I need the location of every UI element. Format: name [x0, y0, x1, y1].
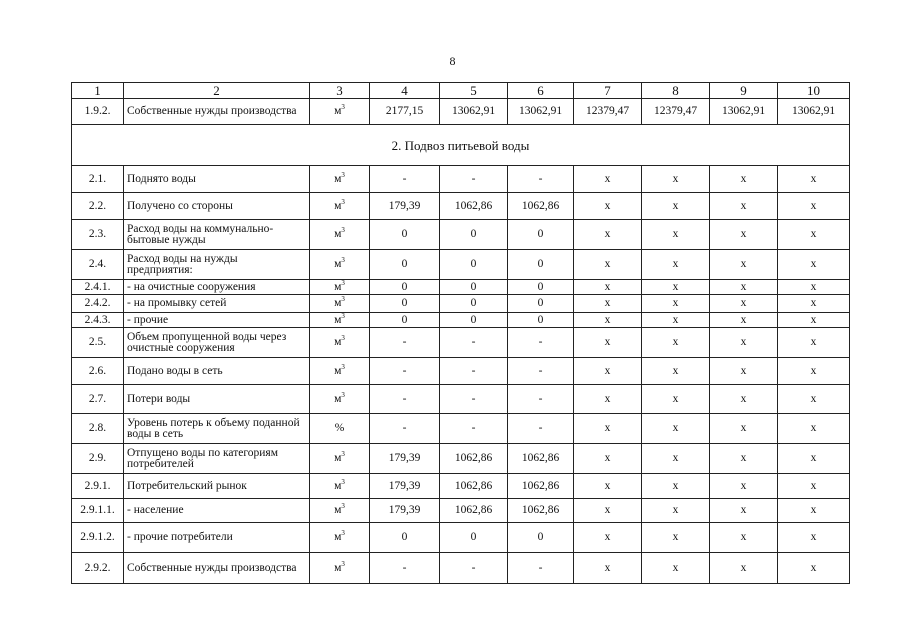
value-cell: - — [370, 414, 440, 444]
table-row — [72, 499, 850, 523]
value-cell: x — [574, 499, 642, 523]
value-cell: x — [710, 385, 778, 414]
table-row — [72, 414, 850, 444]
value-cell: x — [574, 280, 642, 295]
unit-text: м — [334, 392, 342, 405]
page-number: 8 — [449, 54, 456, 68]
value-cell: x — [710, 414, 778, 444]
value-cell: x — [710, 220, 778, 250]
unit-text: м — [334, 452, 342, 464]
unit-cell — [310, 295, 370, 313]
unit-text: м — [334, 280, 342, 293]
value-cell: 0 — [440, 280, 508, 295]
unit-cell — [310, 166, 370, 193]
table-row — [72, 385, 850, 414]
unit-superscript: 3 — [341, 362, 345, 371]
value-cell: x — [574, 444, 642, 474]
row-number-cell: 2.4.3. — [72, 313, 124, 328]
value-cell: x — [778, 220, 850, 250]
unit-cell — [310, 523, 370, 553]
unit-superscript: 3 — [341, 295, 345, 304]
unit-text: м — [334, 199, 342, 212]
unit-superscript: 3 — [341, 312, 345, 320]
unit-text: м — [334, 336, 342, 348]
value-cell: x — [710, 474, 778, 499]
row-name-cell: - население — [124, 499, 310, 523]
row-name-cell: Объем пропущенной воды через очистные сооружения — [124, 328, 310, 358]
unit-text: м — [334, 479, 342, 492]
value-cell: 12379,47 — [574, 99, 642, 125]
value-cell: x — [574, 193, 642, 220]
value-cell: x — [710, 250, 778, 280]
value-cell: x — [778, 385, 850, 414]
unit-cell — [310, 474, 370, 499]
table-row — [72, 328, 850, 358]
row-number-cell: 1.9.2. — [72, 99, 124, 125]
unit-text: м — [334, 313, 342, 326]
value-cell: 0 — [440, 295, 508, 313]
value-cell: - — [440, 553, 508, 584]
value-cell: x — [574, 553, 642, 584]
unit-cell — [310, 250, 370, 280]
value-cell: x — [642, 193, 710, 220]
value-cell: x — [778, 280, 850, 295]
header-row — [72, 83, 850, 99]
value-cell: x — [642, 444, 710, 474]
value-cell: 12379,47 — [642, 99, 710, 125]
row-name-cell: - на промывку сетей — [124, 295, 310, 313]
unit-superscript: 3 — [341, 334, 345, 343]
unit-cell — [310, 444, 370, 474]
table-row — [72, 358, 850, 385]
table-row — [72, 313, 850, 328]
value-cell: x — [710, 358, 778, 385]
value-cell: - — [370, 328, 440, 358]
value-cell: x — [778, 166, 850, 193]
value-cell: - — [440, 166, 508, 193]
value-cell: x — [710, 295, 778, 313]
unit-cell — [310, 193, 370, 220]
value-cell: x — [574, 414, 642, 444]
unit-cell — [310, 313, 370, 328]
value-cell: 179,39 — [370, 193, 440, 220]
value-cell: 0 — [508, 313, 574, 328]
unit-text: м — [334, 105, 342, 117]
unit-text: м — [334, 297, 342, 309]
value-cell: 0 — [440, 313, 508, 328]
row-name-cell: Расход воды на коммунально-бытовые нужды — [124, 220, 310, 250]
value-cell: 13062,91 — [508, 99, 574, 125]
header-cell: 8 — [642, 83, 710, 99]
value-cell: x — [574, 295, 642, 313]
table-row — [72, 99, 850, 125]
value-cell: 0 — [370, 313, 440, 328]
row-name-cell: Расход воды на нужды предприятия: — [124, 250, 310, 280]
value-cell: x — [778, 523, 850, 553]
value-cell: - — [508, 553, 574, 584]
value-cell: - — [508, 166, 574, 193]
value-cell: 0 — [370, 295, 440, 313]
value-cell: x — [642, 358, 710, 385]
value-cell: x — [642, 313, 710, 328]
unit-superscript: 3 — [341, 256, 345, 265]
row-name-cell: Подано воды в сеть — [124, 358, 310, 385]
value-cell: x — [710, 313, 778, 328]
unit-text: м — [334, 561, 342, 574]
unit-cell — [310, 385, 370, 414]
row-number-cell: 2.9.1.2. — [72, 523, 124, 553]
value-cell: 1062,86 — [440, 193, 508, 220]
value-cell: 1062,86 — [508, 499, 574, 523]
value-cell: 1062,86 — [508, 444, 574, 474]
value-cell: x — [574, 523, 642, 553]
row-number-cell: 2.3. — [72, 220, 124, 250]
value-cell: 1062,86 — [440, 474, 508, 499]
table-row — [72, 523, 850, 553]
table-row — [72, 166, 850, 193]
unit-cell — [310, 414, 370, 444]
value-cell: x — [642, 499, 710, 523]
value-cell: 0 — [508, 523, 574, 553]
value-cell: - — [440, 385, 508, 414]
value-cell: x — [778, 193, 850, 220]
value-cell: x — [778, 295, 850, 313]
header-cell: 7 — [574, 83, 642, 99]
value-cell: 1062,86 — [440, 499, 508, 523]
unit-cell — [310, 99, 370, 125]
value-cell: 0 — [370, 280, 440, 295]
value-cell: x — [778, 444, 850, 474]
value-cell: x — [642, 553, 710, 584]
value-cell: x — [574, 250, 642, 280]
value-cell: 1062,86 — [440, 444, 508, 474]
unit-superscript: 3 — [341, 226, 345, 235]
row-number-cell: 2.9.2. — [72, 553, 124, 584]
value-cell: 1062,86 — [508, 474, 574, 499]
unit-text: м — [334, 364, 342, 377]
row-number-cell: 2.2. — [72, 193, 124, 220]
value-cell: x — [642, 295, 710, 313]
unit-cell — [310, 328, 370, 358]
table-row — [72, 474, 850, 499]
value-cell: 0 — [440, 220, 508, 250]
section-title: 2. Подвоз питьевой воды — [72, 125, 850, 166]
unit-superscript: 3 — [341, 170, 345, 179]
value-cell: 0 — [508, 295, 574, 313]
unit-cell — [310, 358, 370, 385]
value-cell: 0 — [440, 250, 508, 280]
row-number-cell: 2.5. — [72, 328, 124, 358]
water-supply-table — [71, 82, 850, 584]
unit-superscript: 3 — [341, 502, 345, 511]
value-cell: x — [778, 474, 850, 499]
row-name-cell: Поднято воды — [124, 166, 310, 193]
value-cell: 13062,91 — [440, 99, 508, 125]
row-name-cell: Уровень потерь к объему поданной воды в сеть — [124, 414, 310, 444]
value-cell: x — [574, 220, 642, 250]
value-cell: x — [778, 328, 850, 358]
unit-text: м — [334, 172, 342, 185]
row-number-cell: 2.9.1.1. — [72, 499, 124, 523]
value-cell: x — [778, 499, 850, 523]
value-cell: x — [778, 313, 850, 328]
header-cell: 4 — [370, 83, 440, 99]
table-row — [72, 250, 850, 280]
table-row — [72, 444, 850, 474]
value-cell: x — [642, 166, 710, 193]
value-cell: x — [574, 474, 642, 499]
value-cell: x — [642, 523, 710, 553]
unit-superscript: 3 — [341, 529, 345, 538]
value-cell: x — [710, 444, 778, 474]
row-name-cell: - прочие потребители — [124, 523, 310, 553]
value-cell: - — [370, 385, 440, 414]
value-cell: 0 — [508, 250, 574, 280]
table-row — [72, 220, 850, 250]
value-cell: x — [710, 328, 778, 358]
table-body — [72, 83, 850, 584]
value-cell: x — [642, 250, 710, 280]
value-cell: x — [574, 166, 642, 193]
value-cell: x — [778, 358, 850, 385]
row-name-cell: Потери воды — [124, 385, 310, 414]
header-cell: 6 — [508, 83, 574, 99]
header-cell: 5 — [440, 83, 508, 99]
row-name-cell: - на очистные сооружения — [124, 280, 310, 295]
unit-text: % — [334, 422, 345, 434]
value-cell: 0 — [440, 523, 508, 553]
row-name-cell: Собственные нужды производства — [124, 553, 310, 584]
unit-text: м — [334, 531, 342, 543]
value-cell: - — [370, 553, 440, 584]
unit-text: м — [334, 504, 342, 516]
row-name-cell: - прочие — [124, 313, 310, 328]
unit-cell — [310, 499, 370, 523]
row-number-cell: 2.6. — [72, 358, 124, 385]
header-cell: 2 — [124, 83, 310, 99]
row-name-cell: Получено со стороны — [124, 193, 310, 220]
row-number-cell: 2.4.2. — [72, 295, 124, 313]
value-cell: x — [710, 523, 778, 553]
value-cell: x — [642, 220, 710, 250]
unit-cell — [310, 220, 370, 250]
header-cell: 1 — [72, 83, 124, 99]
value-cell: 13062,91 — [778, 99, 850, 125]
unit-text: м — [334, 258, 342, 270]
unit-superscript: 3 — [341, 390, 345, 399]
value-cell: x — [778, 553, 850, 584]
value-cell: x — [710, 193, 778, 220]
unit-superscript: 3 — [341, 279, 345, 287]
value-cell: x — [710, 280, 778, 295]
value-cell: x — [710, 553, 778, 584]
value-cell: x — [642, 385, 710, 414]
unit-superscript: 3 — [341, 197, 345, 206]
value-cell: 179,39 — [370, 499, 440, 523]
value-cell: - — [440, 358, 508, 385]
value-cell: x — [642, 414, 710, 444]
value-cell: - — [508, 328, 574, 358]
value-cell: - — [508, 385, 574, 414]
value-cell: 179,39 — [370, 474, 440, 499]
row-number-cell: 2.4.1. — [72, 280, 124, 295]
value-cell: x — [574, 358, 642, 385]
table-row — [72, 295, 850, 313]
value-cell: x — [710, 166, 778, 193]
value-cell: 0 — [508, 220, 574, 250]
section-row — [72, 125, 850, 166]
value-cell: 0 — [370, 523, 440, 553]
value-cell: - — [440, 328, 508, 358]
value-cell: - — [440, 414, 508, 444]
value-cell: x — [642, 280, 710, 295]
row-number-cell: 2.4. — [72, 250, 124, 280]
value-cell: x — [574, 328, 642, 358]
unit-text: м — [334, 228, 342, 240]
table-row — [72, 193, 850, 220]
value-cell: 13062,91 — [710, 99, 778, 125]
table-row — [72, 553, 850, 584]
value-cell: - — [508, 414, 574, 444]
value-cell: - — [370, 358, 440, 385]
row-number-cell: 2.8. — [72, 414, 124, 444]
value-cell: 0 — [370, 250, 440, 280]
row-name-cell: Отпущено воды по категориям потребителей — [124, 444, 310, 474]
header-cell: 10 — [778, 83, 850, 99]
row-name-cell: Потребительский рынок — [124, 474, 310, 499]
row-number-cell: 2.7. — [72, 385, 124, 414]
unit-cell — [310, 280, 370, 295]
value-cell: x — [574, 313, 642, 328]
value-cell: 0 — [370, 220, 440, 250]
row-number-cell: 2.1. — [72, 166, 124, 193]
value-cell: x — [778, 250, 850, 280]
unit-cell — [310, 553, 370, 584]
row-number-cell: 2.9. — [72, 444, 124, 474]
value-cell: 179,39 — [370, 444, 440, 474]
value-cell: - — [508, 358, 574, 385]
header-cell: 9 — [710, 83, 778, 99]
value-cell: x — [642, 328, 710, 358]
value-cell: 2177,15 — [370, 99, 440, 125]
unit-superscript: 3 — [341, 477, 345, 486]
header-cell: 3 — [310, 83, 370, 99]
value-cell: x — [710, 499, 778, 523]
value-cell: x — [574, 385, 642, 414]
value-cell: - — [370, 166, 440, 193]
value-cell: x — [778, 414, 850, 444]
unit-superscript: 3 — [341, 450, 345, 459]
table-row — [72, 280, 850, 295]
unit-superscript: 3 — [341, 103, 345, 112]
value-cell: 1062,86 — [508, 193, 574, 220]
unit-superscript: 3 — [341, 559, 345, 568]
row-name-cell: Собственные нужды производства — [124, 99, 310, 125]
row-number-cell: 2.9.1. — [72, 474, 124, 499]
value-cell: x — [642, 474, 710, 499]
value-cell: 0 — [508, 280, 574, 295]
